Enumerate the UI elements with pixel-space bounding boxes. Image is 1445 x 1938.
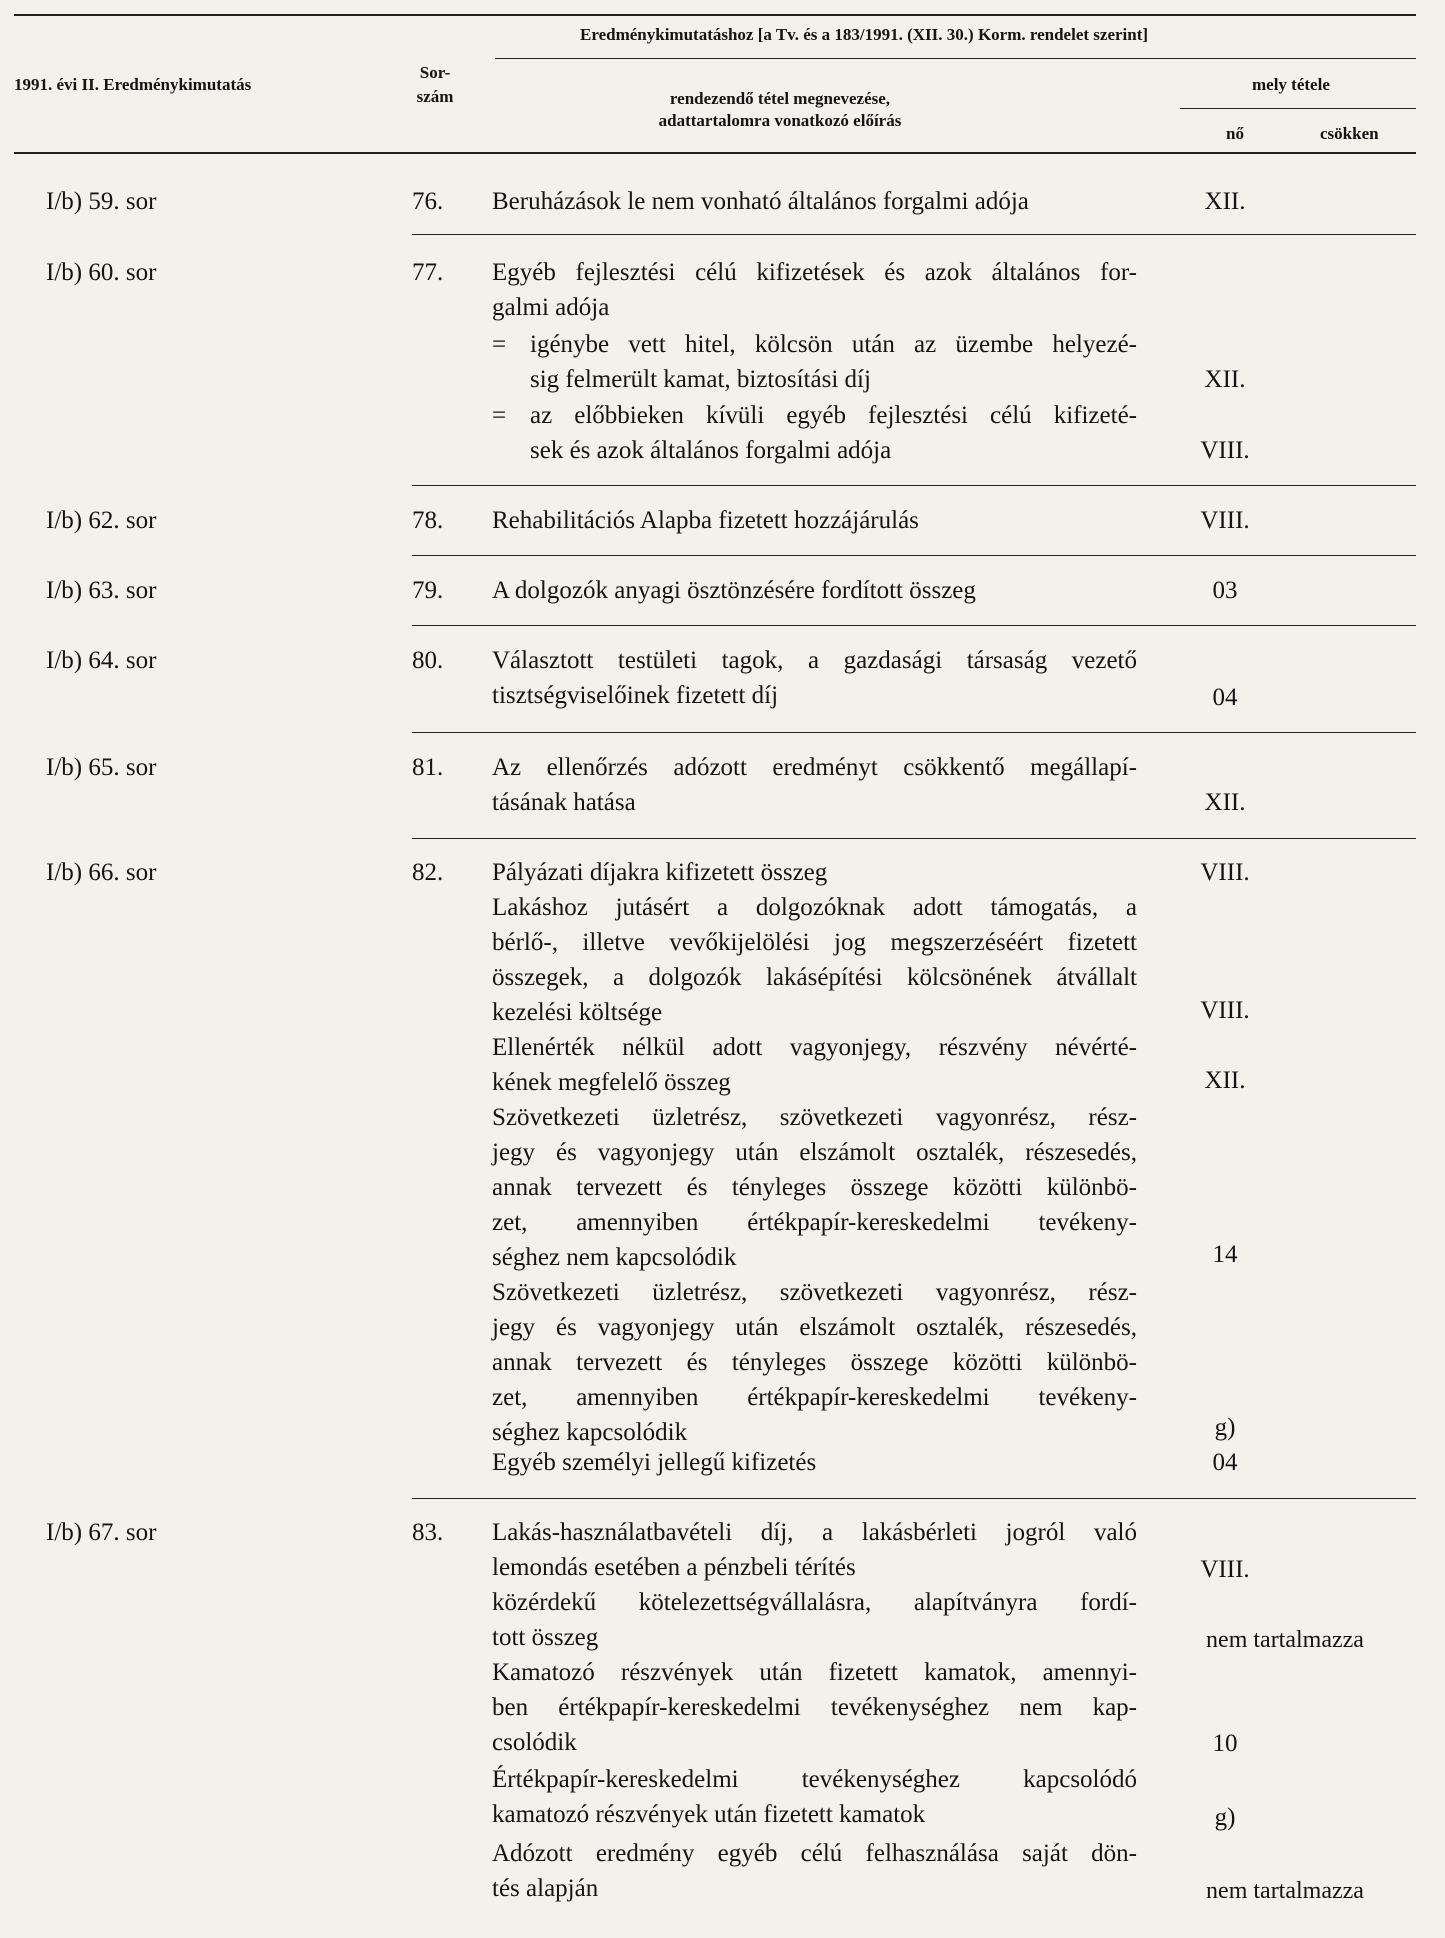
row-77-sub1-bullet: = (492, 331, 507, 358)
row-ref-60: I/b) 60. sor (46, 259, 157, 286)
row-83-item-3 (492, 1655, 1137, 1760)
text-line: bérlő-, illetve vevőkijelölési jog megszerzéséért fizetett (492, 929, 1137, 956)
text-line: zet, amennyiben értékpapír-kereskedelmi tevékeny- (492, 1384, 1137, 1411)
row-77-sub1-text (530, 327, 1137, 397)
header-sorszam-1: Sor- (419, 63, 451, 82)
text-line: Pályázati díjakra kifizetett összeg (492, 859, 828, 886)
row-ref-62: I/b) 62. sor (46, 507, 157, 534)
row-82-item-4-code: 14 (1212, 1241, 1238, 1268)
row-83-item-5-code: nem tartalmazza (1206, 1878, 1364, 1904)
row-num-80: 80. (412, 647, 444, 674)
text-line: séghez kapcsolódik (492, 1419, 688, 1446)
row-text-78 (492, 503, 1137, 538)
header-bottom-rule (14, 152, 1416, 154)
header-rule-name-column (495, 58, 1416, 59)
row-num-78: 78. (412, 507, 444, 534)
row-num-81: 81. (412, 754, 444, 781)
text-line: ben értékpapír-kereskedelmi tevékenységhez nem kap- (492, 1694, 1137, 1721)
header-name-line-2: adattartalomra vonatkozó előírás (658, 111, 902, 130)
row-code-80: 04 (1212, 684, 1238, 711)
row-ref-64: I/b) 64. sor (46, 647, 157, 674)
row-text-81 (492, 750, 1137, 820)
row-code-79: 03 (1212, 577, 1238, 604)
text-line: sig felmerült kamat, biztosítási díj (530, 366, 871, 393)
text-line: jegy és vagyonjegy után elszámolt osztalék, részesedés, (492, 1139, 1137, 1166)
row-82-item-6 (492, 1445, 1137, 1480)
row-num-83: 83. (412, 1519, 444, 1546)
text-line: kamatozó részvények után fizetett kamatok (492, 1801, 926, 1828)
row-82-item-2-code: VIII. (1200, 997, 1250, 1024)
row-divider (412, 1498, 1416, 1499)
header-name-line-1: rendezendő tétel megnevezése, (669, 89, 891, 108)
row-77-sub2-text (530, 398, 1137, 468)
text-line: Lakáshoz jutásért a dolgozóknak adott támogatás, a (492, 894, 1137, 921)
header-no: nő (1226, 124, 1244, 143)
text-line: Értékpapír-kereskedelmi tevékenységhez kapcsolódó (492, 1766, 1137, 1793)
header-top-rule (14, 14, 1416, 16)
row-83-item-4 (492, 1762, 1137, 1832)
row-divider (412, 555, 1416, 556)
row-code-76: XII. (1204, 188, 1246, 215)
text-line: A dolgozók anyagi ösztönzésére fordított összeg (492, 577, 976, 604)
row-ref-65: I/b) 65. sor (46, 754, 157, 781)
row-82-item-1-code: VIII. (1200, 859, 1250, 886)
header-mely-tetele: mely tétele (1252, 75, 1330, 94)
row-code-81: XII. (1204, 789, 1246, 816)
text-line: lemondás esetében a pénzbeli térítés (492, 1554, 856, 1581)
row-82-item-3 (492, 1030, 1137, 1100)
text-line: annak tervezett és tényleges összege közötti különbö- (492, 1349, 1137, 1376)
text-line: az előbbieken kívüli egyéb fejlesztési célú kifizeté- (530, 402, 1137, 429)
header-rule-mely-tetele (1180, 108, 1416, 109)
row-code-78: VIII. (1200, 507, 1250, 534)
row-ref-66: I/b) 66. sor (46, 859, 157, 886)
header-left-title: 1991. évi II. Eredménykimutatás (14, 75, 252, 94)
text-line: igénybe vett hitel, kölcsön után az üzembe helyezé- (530, 331, 1137, 358)
row-num-76: 76. (412, 188, 444, 215)
text-line: Az ellenőrzés adózott eredményt csökkentő megállapí- (492, 754, 1137, 781)
header-csokken: csökken (1320, 124, 1379, 143)
text-line: Egyéb személyi jellegű kifizetés (492, 1449, 817, 1476)
text-line: tisztségviselőinek fizetett díj (492, 682, 779, 709)
text-line: csolódik (492, 1729, 577, 1756)
row-83-item-1-code: VIII. (1200, 1556, 1250, 1583)
row-83-item-4-code: g) (1214, 1804, 1236, 1831)
row-77-sub2-bullet: = (492, 402, 507, 429)
row-text-79 (492, 573, 1137, 608)
row-83-item-3-code: 10 (1212, 1730, 1238, 1757)
row-82-item-5-code: g) (1214, 1414, 1236, 1441)
text-line: sek és azok általános forgalmi adója (530, 437, 892, 464)
text-line: Szövetkezeti üzletrész, szövetkezeti vagyonrész, rész- (492, 1279, 1137, 1306)
row-77-sub2-code: VIII. (1200, 437, 1250, 464)
text-line: Választott testületi tagok, a gazdasági társaság vezető (492, 647, 1137, 674)
row-83-item-1 (492, 1515, 1137, 1585)
text-line: Rehabilitációs Alapba fizetett hozzájárulás (492, 507, 919, 534)
header-sorszam-2: szám (416, 87, 454, 106)
row-num-79: 79. (412, 577, 444, 604)
row-82-item-6-code: 04 (1212, 1449, 1238, 1476)
text-line: közérdekű kötelezettségvállalásra, alapítványra fordí- (492, 1589, 1137, 1616)
row-divider (412, 732, 1416, 733)
text-line: Beruházások le nem vonható általános forgalmi adója (492, 188, 1029, 215)
row-83-item-2 (492, 1585, 1137, 1655)
row-82-item-3-code: XII. (1204, 1067, 1246, 1094)
text-line: zet, amennyiben értékpapír-kereskedelmi tevékeny- (492, 1209, 1137, 1236)
row-82-item-1 (492, 855, 1137, 890)
row-divider (412, 485, 1416, 486)
row-num-82: 82. (412, 859, 444, 886)
text-line: tés alapján (492, 1875, 599, 1902)
text-line: Adózott eredmény egyéb célú felhasználása saját dön- (492, 1840, 1137, 1867)
text-line: Kamatozó részvények után fizetett kamatok, amennyi- (492, 1659, 1137, 1686)
row-text-77 (492, 255, 1137, 325)
row-83-item-5 (492, 1836, 1137, 1906)
row-text-80 (492, 643, 1137, 713)
row-82-item-5 (492, 1275, 1137, 1450)
text-line: tott összeg (492, 1624, 599, 1651)
text-line: kezelési költsége (492, 999, 663, 1026)
text-line: összegek, a dolgozók lakásépítési kölcsönének átvállalt (492, 964, 1137, 991)
row-83-item-2-code: nem tartalmazza (1206, 1627, 1364, 1653)
row-ref-63: I/b) 63. sor (46, 577, 157, 604)
row-82-item-2 (492, 890, 1137, 1030)
text-line: galmi adója (492, 294, 610, 321)
text-line: annak tervezett és tényleges összege közötti különbö- (492, 1174, 1137, 1201)
text-line: tásának hatása (492, 789, 636, 816)
row-divider (412, 234, 1416, 235)
row-num-77: 77. (412, 259, 444, 286)
row-77-sub1-code: XII. (1204, 366, 1246, 393)
text-line: Szövetkezeti üzletrész, szövetkezeti vagyonrész, rész- (492, 1104, 1137, 1131)
text-line: Egyéb fejlesztési célú kifizetések és azok általános for- (492, 259, 1137, 286)
row-text-76 (492, 184, 1137, 219)
row-ref-67: I/b) 67. sor (46, 1519, 157, 1546)
text-line: kének megfelelő összeg (492, 1069, 731, 1096)
text-line: Lakás-használatbavételi díj, a lakásbérleti jogról való (492, 1519, 1137, 1546)
row-divider (412, 838, 1416, 839)
row-82-item-4 (492, 1100, 1137, 1275)
header-top-title: Eredménykimutatáshoz [a Tv. és a 183/1991. (XII. 30.) Korm. rendelet szerint] (580, 25, 1149, 44)
text-line: séghez nem kapcsolódik (492, 1244, 737, 1271)
text-line: jegy és vagyonjegy után elszámolt osztalék, részesedés, (492, 1314, 1137, 1341)
text-line: Ellenérték nélkül adott vagyonjegy, részvény névérté- (492, 1034, 1137, 1061)
row-divider (412, 625, 1416, 626)
row-ref-59: I/b) 59. sor (46, 188, 157, 215)
